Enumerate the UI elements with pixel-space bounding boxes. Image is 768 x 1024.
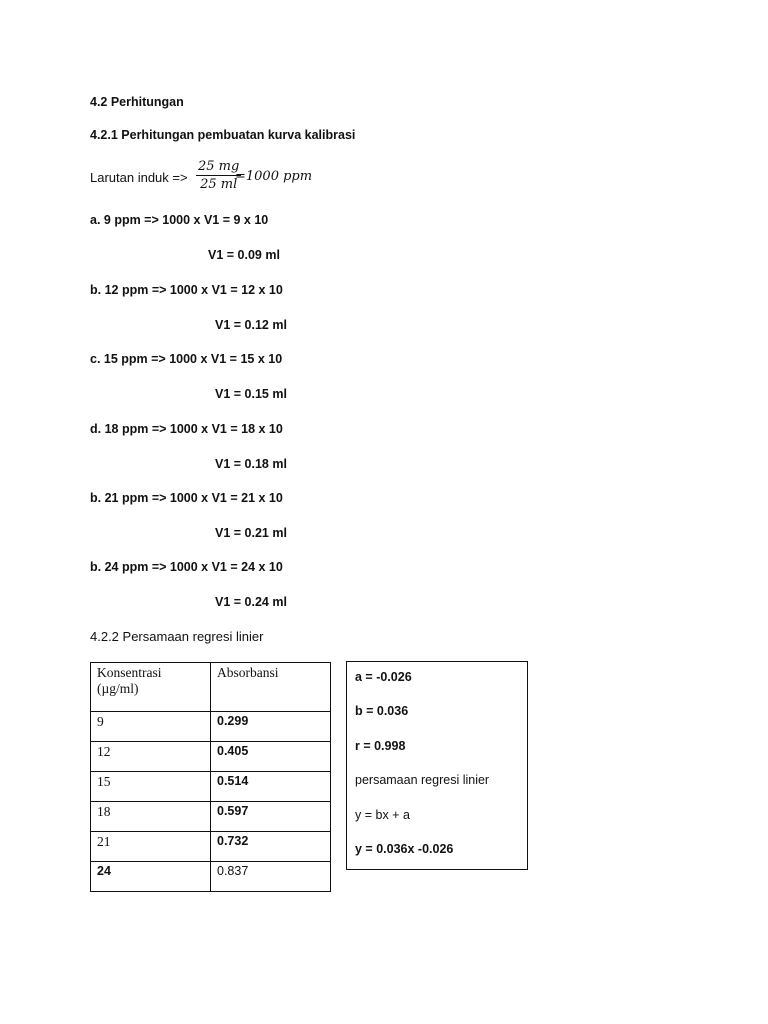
table-header-row	[91, 663, 331, 712]
calc-eq-1: a. 9 ppm => 1000 x V1 = 9 x 10	[90, 213, 269, 227]
cell-konsentrasi: 21	[91, 832, 211, 862]
cell-absorbansi: 0.837	[211, 862, 331, 892]
regression-r: r = 0.998	[355, 739, 406, 753]
absorbance-table	[90, 662, 331, 892]
cell-konsentrasi: 15	[91, 772, 211, 802]
section-title: 4.2 Perhitungan	[90, 95, 184, 109]
cell-absorbansi: 0.299	[211, 712, 331, 742]
cell-absorbansi: 0.732	[211, 832, 331, 862]
cell-konsentrasi: 18	[91, 802, 211, 832]
calc-result-6: V1 = 0.24 ml	[215, 595, 287, 609]
table-row	[91, 802, 331, 832]
regression-label: persamaan regresi linier	[355, 773, 490, 787]
calc-result-4: V1 = 0.18 ml	[215, 457, 287, 471]
table-row	[91, 742, 331, 772]
calc-result-1: V1 = 0.09 ml	[208, 248, 280, 262]
cell-konsentrasi: 12	[91, 742, 211, 772]
header-absorbansi: Absorbansi	[211, 663, 331, 712]
regression-equation: y = 0.036x -0.026	[355, 842, 454, 856]
table-row	[91, 862, 331, 892]
calc-eq-4: d. 18 ppm => 1000 x V1 = 18 x 10	[90, 422, 283, 436]
calc-eq-5: b. 21 ppm => 1000 x V1 = 21 x 10	[90, 491, 283, 505]
regression-box	[346, 661, 528, 870]
cell-absorbansi: 0.597	[211, 802, 331, 832]
calc-result-2: V1 = 0.12 ml	[215, 318, 287, 332]
table-row	[91, 772, 331, 802]
cell-absorbansi: 0.514	[211, 772, 331, 802]
calc-eq-3: c. 15 ppm => 1000 x V1 = 15 x 10	[90, 352, 283, 366]
larutan-label: Larutan induk =>	[90, 170, 188, 185]
table-row	[91, 832, 331, 862]
cell-konsentrasi: 24	[91, 862, 211, 892]
fraction-denominator: 25 ml	[200, 177, 238, 192]
regression-a: a = -0.026	[355, 670, 412, 684]
subsection-title-regression: 4.2.2 Persamaan regresi linier	[90, 629, 264, 644]
cell-konsentrasi: 9	[91, 712, 211, 742]
table-row	[91, 712, 331, 742]
calc-result-5: V1 = 0.21 ml	[215, 526, 287, 540]
larutan-result: =1000 ppm	[235, 169, 313, 184]
calc-eq-6: b. 24 ppm => 1000 x V1 = 24 x 10	[90, 560, 283, 574]
cell-absorbansi: 0.405	[211, 742, 331, 772]
header-konsentrasi: Konsentrasi (µg/ml)	[91, 663, 211, 712]
subsection-title-calibration: 4.2.1 Perhitungan pembuatan kurva kalibrasi	[90, 128, 356, 142]
regression-b: b = 0.036	[355, 704, 409, 718]
calc-result-3: V1 = 0.15 ml	[215, 387, 287, 401]
regression-formula: y = bx + a	[355, 808, 410, 822]
fraction-numerator: 25 mg	[198, 159, 240, 174]
calc-eq-2: b. 12 ppm => 1000 x V1 = 12 x 10	[90, 283, 283, 297]
